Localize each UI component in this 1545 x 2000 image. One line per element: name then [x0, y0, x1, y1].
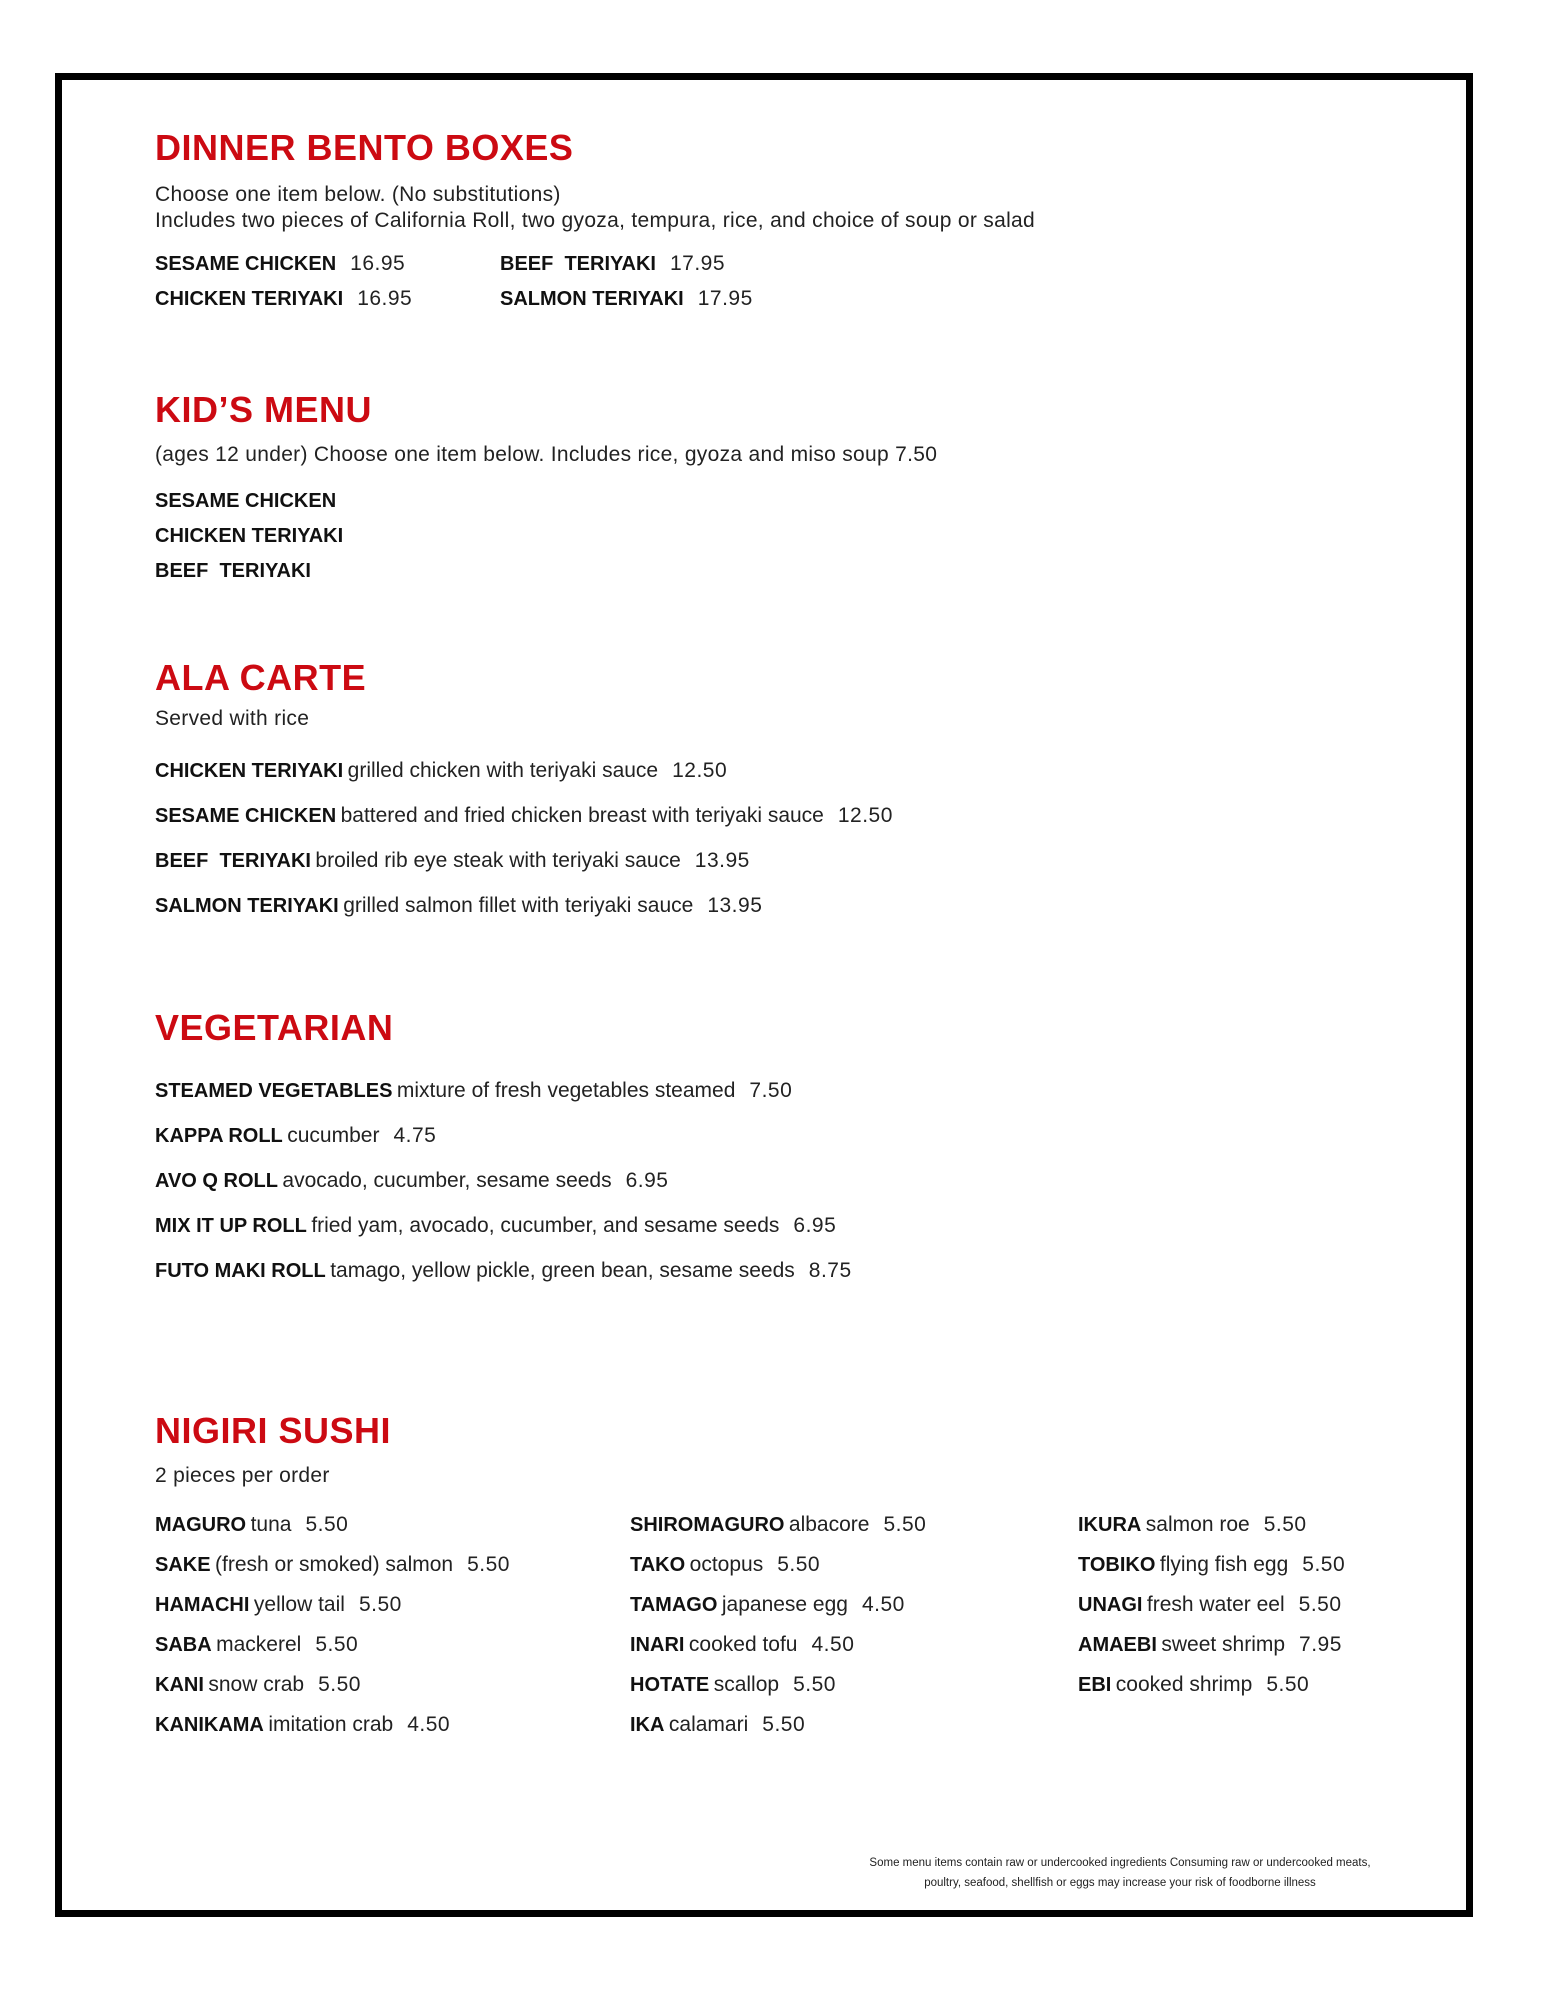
bento-note-1: Choose one item below. (No substitutions) — [155, 183, 561, 206]
alacarte-item-name: BEEF TERIYAKI — [155, 850, 311, 872]
nigiri-item — [155, 1505, 510, 1545]
bento-item — [155, 246, 500, 281]
alacarte-item-desc: broiled rib eye steak with teriyaki sauce — [315, 849, 681, 872]
bento-item — [500, 246, 845, 281]
vegetarian-item-price: 8.75 — [808, 1259, 852, 1282]
nigiri-item — [155, 1705, 510, 1745]
nigiri-item — [630, 1705, 926, 1745]
nigiri-item-price: 5.50 — [883, 1513, 927, 1536]
alacarte-item-desc: battered and fried chicken breast with teriyaki sauce — [340, 804, 824, 827]
alacarte-item-price: 12.50 — [672, 759, 728, 782]
vegetarian-item-price: 4.75 — [393, 1124, 437, 1147]
nigiri-item-price: 5.50 — [1302, 1553, 1346, 1576]
alacarte-item-name: SESAME CHICKEN — [155, 805, 337, 827]
vegetarian-item-desc: mixture of fresh vegetables steamed — [396, 1079, 736, 1102]
vegetarian-item-name: FUTO MAKI ROLL — [155, 1260, 326, 1282]
vegetarian-item — [155, 1203, 852, 1248]
nigiri-item — [630, 1665, 926, 1705]
alacarte-item-name: CHICKEN TERIYAKI — [155, 760, 344, 782]
nigiri-section — [155, 1410, 1455, 1755]
nigiri-item-price: 5.50 — [1263, 1513, 1307, 1536]
nigiri-item-name: HOTATE — [630, 1674, 710, 1696]
nigiri-item-price: 5.50 — [318, 1673, 361, 1696]
nigiri-item-price: 5.50 — [793, 1673, 836, 1696]
nigiri-item-desc: cooked shrimp — [1115, 1673, 1253, 1696]
vegetarian-item — [155, 1158, 852, 1203]
nigiri-item-desc: flying fish egg — [1159, 1553, 1289, 1576]
nigiri-item-price: 5.50 — [467, 1553, 510, 1576]
nigiri-col-1 — [155, 1505, 510, 1745]
nigiri-item — [1078, 1585, 1345, 1625]
alacarte-item — [155, 883, 893, 928]
vegetarian-item-price: 6.95 — [625, 1169, 669, 1192]
alacarte-section — [155, 657, 893, 928]
disclaimer-line-2: poultry, seafood, shellfish or eggs may increase your risk of foodborne illness — [924, 1877, 1316, 1889]
nigiri-item-name: INARI — [630, 1634, 685, 1656]
kids-item-name: SESAME CHICKEN — [155, 490, 337, 512]
kids-item — [155, 519, 937, 554]
kids-item-name: CHICKEN TERIYAKI — [155, 525, 344, 547]
vegetarian-heading: VEGETARIAN — [155, 1007, 394, 1048]
nigiri-item-desc: cooked tofu — [688, 1633, 798, 1656]
bento-item-name: SESAME CHICKEN — [155, 253, 337, 275]
vegetarian-section — [155, 1007, 852, 1293]
vegetarian-item-name: AVO Q ROLL — [155, 1170, 278, 1192]
alacarte-item — [155, 838, 893, 883]
nigiri-item — [155, 1665, 510, 1705]
bento-item-name: SALMON TERIYAKI — [500, 288, 684, 310]
nigiri-item-desc: japanese egg — [721, 1593, 848, 1616]
nigiri-item-price: 5.50 — [315, 1633, 359, 1656]
alacarte-item-price: 13.95 — [694, 849, 750, 872]
kids-item — [155, 554, 937, 589]
nigiri-item — [155, 1585, 510, 1625]
vegetarian-item-name: MIX IT UP ROLL — [155, 1215, 307, 1237]
nigiri-item-name: KANIKAMA — [155, 1714, 264, 1736]
bento-col-right — [500, 246, 845, 316]
nigiri-item-name: UNAGI — [1078, 1594, 1143, 1616]
disclaimer-line-1: Some menu items contain raw or undercooked ingredients Consuming raw or undercooked meats, — [869, 1857, 1371, 1869]
nigiri-col-3 — [1078, 1505, 1345, 1705]
nigiri-item-name: TAMAGO — [630, 1594, 718, 1616]
alacarte-item — [155, 793, 893, 838]
nigiri-col-2 — [630, 1505, 926, 1745]
nigiri-item-desc: scallop — [713, 1673, 780, 1696]
nigiri-item — [1078, 1505, 1345, 1545]
vegetarian-item-price: 7.50 — [749, 1079, 793, 1102]
alacarte-item-price: 13.95 — [707, 894, 763, 917]
nigiri-item-name: KANI — [155, 1674, 204, 1696]
kids-section — [155, 389, 938, 589]
nigiri-columns — [155, 1505, 1455, 1755]
nigiri-item-desc: octopus — [689, 1553, 764, 1576]
nigiri-item-name: IKA — [630, 1714, 665, 1736]
alacarte-item-name: SALMON TERIYAKI — [155, 895, 339, 917]
vegetarian-item-name: STEAMED VEGETABLES — [155, 1080, 393, 1102]
nigiri-item-desc: tuna — [250, 1513, 292, 1536]
nigiri-item-desc: (fresh or smoked) salmon — [215, 1553, 454, 1576]
nigiri-item-name: AMAEBI — [1078, 1634, 1157, 1656]
nigiri-item — [630, 1505, 926, 1545]
nigiri-item — [155, 1545, 510, 1585]
kids-heading: KID’S MENU — [155, 389, 373, 430]
allergy-disclaimer — [760, 1853, 1480, 1893]
nigiri-item — [1078, 1545, 1345, 1585]
nigiri-item-desc: sweet shrimp — [1161, 1633, 1286, 1656]
nigiri-item-price: 4.50 — [861, 1593, 905, 1616]
nigiri-item-price: 5.50 — [777, 1553, 821, 1576]
nigiri-item-desc: salmon roe — [1145, 1513, 1250, 1536]
nigiri-item-desc: albacore — [788, 1513, 870, 1536]
nigiri-item-name: EBI — [1078, 1674, 1112, 1696]
vegetarian-item-desc: fried yam, avocado, cucumber, and sesame seeds — [311, 1214, 780, 1237]
nigiri-item — [1078, 1665, 1345, 1705]
nigiri-item-price: 5.50 — [305, 1513, 349, 1536]
nigiri-item-desc: imitation crab — [268, 1713, 394, 1736]
nigiri-item — [630, 1625, 926, 1665]
alacarte-item-desc: grilled salmon fillet with teriyaki sauce — [343, 894, 694, 917]
nigiri-item-name: SABA — [155, 1634, 212, 1656]
kids-note: (ages 12 under) Choose one item below. Includes rice, gyoza and miso soup 7.50 — [155, 443, 938, 466]
nigiri-item-price: 4.50 — [811, 1633, 855, 1656]
bento-section — [155, 127, 1036, 316]
vegetarian-item — [155, 1068, 852, 1113]
alacarte-item — [155, 748, 893, 793]
bento-item-price: 17.95 — [669, 252, 726, 275]
nigiri-heading: NIGIRI SUSHI — [155, 1410, 392, 1451]
nigiri-item-desc: calamari — [668, 1713, 749, 1736]
vegetarian-item-desc: avocado, cucumber, sesame seeds — [282, 1169, 612, 1192]
kids-item-name: BEEF TERIYAKI — [155, 560, 311, 582]
alacarte-note: Served with rice — [155, 707, 310, 730]
bento-heading: DINNER BENTO BOXES — [155, 127, 574, 168]
nigiri-item — [155, 1625, 510, 1665]
nigiri-item-name: HAMACHI — [155, 1594, 250, 1616]
vegetarian-item — [155, 1248, 852, 1293]
nigiri-item — [630, 1585, 926, 1625]
alacarte-item-price: 12.50 — [837, 804, 893, 827]
vegetarian-item-desc: cucumber — [287, 1124, 380, 1147]
nigiri-item-price: 7.95 — [1299, 1633, 1342, 1656]
nigiri-item-desc: mackerel — [216, 1633, 302, 1656]
nigiri-item-price: 5.50 — [1266, 1673, 1310, 1696]
nigiri-item-desc: snow crab — [208, 1673, 305, 1696]
bento-item-name: CHICKEN TERIYAKI — [155, 288, 344, 310]
bento-item-name: BEEF TERIYAKI — [500, 253, 656, 275]
vegetarian-item-price: 6.95 — [793, 1214, 837, 1237]
nigiri-item-desc: yellow tail — [253, 1593, 345, 1616]
bento-note-2: Includes two pieces of California Roll, two gyoza, tempura, rice, and choice of soup or salad — [155, 209, 1036, 232]
nigiri-item-name: TAKO — [630, 1554, 686, 1576]
nigiri-item — [630, 1545, 926, 1585]
bento-col-left — [155, 246, 500, 316]
nigiri-item-price: 5.50 — [762, 1713, 806, 1736]
bento-item-price: 16.95 — [350, 252, 406, 275]
nigiri-note: 2 pieces per order — [155, 1464, 330, 1487]
nigiri-item — [1078, 1625, 1345, 1665]
nigiri-item-price: 5.50 — [1298, 1593, 1342, 1616]
vegetarian-item-desc: tamago, yellow pickle, green bean, sesame seeds — [330, 1259, 795, 1282]
vegetarian-item-name: KAPPA ROLL — [155, 1125, 283, 1147]
bento-item-price: 17.95 — [697, 287, 753, 310]
bento-items — [155, 246, 1035, 316]
bento-item — [155, 281, 500, 316]
alacarte-heading: ALA CARTE — [155, 657, 367, 698]
nigiri-item-name: TOBIKO — [1078, 1554, 1156, 1576]
bento-item-price: 16.95 — [357, 287, 413, 310]
nigiri-item-name: SAKE — [155, 1554, 211, 1576]
nigiri-item-price: 4.50 — [407, 1713, 451, 1736]
nigiri-item-name: SHIROMAGURO — [630, 1514, 785, 1536]
vegetarian-item — [155, 1113, 852, 1158]
nigiri-item-name: MAGURO — [155, 1514, 247, 1536]
kids-item — [155, 484, 937, 519]
nigiri-item-name: IKURA — [1078, 1514, 1142, 1536]
bento-item — [500, 281, 845, 316]
alacarte-item-desc: grilled chicken with teriyaki sauce — [347, 759, 659, 782]
nigiri-item-price: 5.50 — [358, 1593, 402, 1616]
nigiri-item-desc: fresh water eel — [1146, 1593, 1285, 1616]
